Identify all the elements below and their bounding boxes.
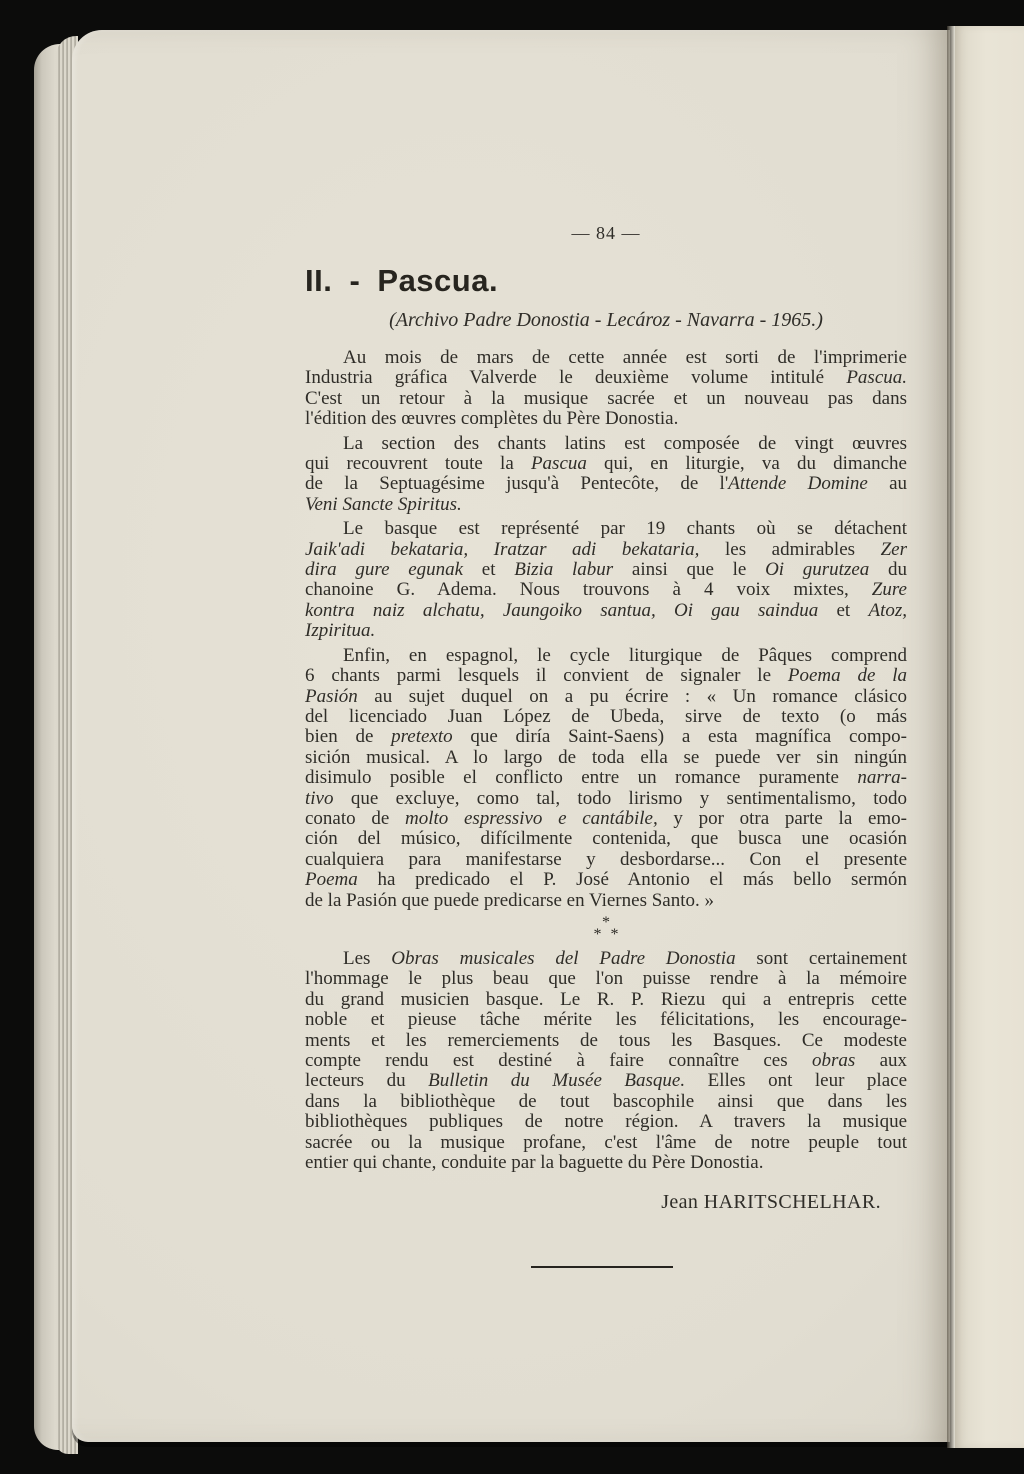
asterism-star-row: * * xyxy=(593,925,619,943)
text-line: Au mois de mars de cette année est sorti de l'imprimerie xyxy=(343,347,907,368)
paragraph xyxy=(305,434,907,516)
text-column xyxy=(305,223,907,1268)
text-line: l'édition des œuvres complètes du Père Donostia. xyxy=(305,408,679,430)
text-line: Poema ha predicado el P. José Antonio el más bello sermón xyxy=(305,869,907,891)
text-line: disimulo posible el conflicto entre un romance puramente narra- xyxy=(305,767,907,789)
text-line: Le basque est représenté par 19 chants où se détachent xyxy=(343,518,907,540)
text-line: de la Pasión que puede predicarse en Viernes Santo. » xyxy=(305,889,714,911)
archive-subtitle: (Archivo Padre Donostia - Lecároz - Navarra - 1965.) xyxy=(389,309,823,331)
text-line: noble et pieuse tâche mérite les félicitations, les encourage- xyxy=(305,1009,907,1031)
text-line: compte rendu est destiné à faire connaître ces obras aux xyxy=(305,1050,907,1071)
body-text-part-2 xyxy=(305,949,907,1173)
text-line: del licenciado Juan López de Ubeda, sirve de texto (o más xyxy=(305,705,907,727)
text-line: l'hommage le plus beau que l'on puisse rendre à la mémoire xyxy=(305,968,907,990)
text-line: Pasión au sujet duquel on a pu écrire : « Un romance clásico xyxy=(305,685,907,707)
body-text-part-1 xyxy=(305,348,907,911)
paragraph xyxy=(305,949,907,1173)
text-line: Veni Sancte Spiritus. xyxy=(305,493,462,515)
text-line: 6 chants parmi lesquels il convient de signaler le Poema de la xyxy=(305,665,907,687)
paragraph xyxy=(305,348,907,430)
text-line: ments et les remerciements de tous les Basques. Ce modeste xyxy=(305,1029,907,1051)
text-line: Izpiritua. xyxy=(305,620,376,642)
text-line: ción del músico, difícilmente contenida, que busca une ocasión xyxy=(305,828,907,850)
paragraph xyxy=(305,646,907,911)
text-line: chanoine G. Adema. Nous trouvons à 4 voix mixtes, Zure xyxy=(305,579,907,601)
author-signature: Jean HARITSCHELHAR. xyxy=(661,1191,881,1214)
text-line: tivo que excluye, como tal, todo lirismo y sentimentalismo, todo xyxy=(305,787,907,809)
page-number: — 84 — xyxy=(571,223,641,243)
text-line: lecteurs du Bulletin du Musée Basque. Elles ont leur place xyxy=(305,1070,908,1092)
text-line: Les Obras musicales del Padre Donostia sont certainement xyxy=(343,947,908,969)
text-line: entier qui chante, conduite par la baguette du Père Donostia. xyxy=(305,1152,764,1174)
text-line: Industria gráfica Valverde le deuxième volume intitulé Pascua. xyxy=(305,367,907,389)
text-line: sacrée ou la musique profane, c'est l'âme de notre peuple tout xyxy=(305,1131,907,1153)
text-line: dans la bibliothèque de tout bascophile ainsi que dans les xyxy=(305,1090,907,1112)
section-heading: II. - Pascua. xyxy=(305,263,499,298)
text-line: La section des chants latins est composée de vingt œuvres xyxy=(343,432,907,454)
gutter-crease xyxy=(947,26,955,1448)
text-line: de la Septuagésime jusqu'à Pentecôte, de l'Attende Domine au xyxy=(305,473,908,495)
text-line: qui recouvrent toute la Pascua qui, en liturgie, va du dimanche xyxy=(305,453,907,475)
text-line: kontra naiz alchatu, Jaungoiko santua, Oi gau saindua et Atoz, xyxy=(305,599,907,621)
text-line: Jaik'adi bekataria, Iratzar adi bekataria, les admirables Zer xyxy=(305,538,907,560)
book-page xyxy=(72,30,950,1442)
text-line: sición musical. A lo largo de toda ella se puede ver sin ningún xyxy=(305,746,907,768)
text-line: Enfin, en espagnol, le cycle liturgique de Pâques comprend xyxy=(343,644,907,666)
text-line: cualquiera para manifestarse y desbordarse... Con el presente xyxy=(305,848,907,870)
text-line: C'est un retour à la musique sacrée et un nouveau pas dans xyxy=(305,387,907,409)
facing-page-edge xyxy=(955,26,1024,1448)
text-line: dira gure egunak et Bizia labur ainsi que le Oi gurutzea du xyxy=(305,559,908,581)
text-line: conato de molto espressivo e cantábile, y por otra parte la emo- xyxy=(305,807,907,829)
text-line: bien de pretexto que diría Saint-Saens) a esta magnífica compo- xyxy=(305,726,908,748)
text-line: du grand musicien basque. Le R. P. Riezu qui a entrepris cette xyxy=(305,988,907,1010)
asterism-star-top: * xyxy=(602,913,610,931)
asterism-separator xyxy=(305,913,907,943)
paragraph xyxy=(305,519,907,641)
end-rule xyxy=(531,1266,673,1268)
body-text xyxy=(305,348,907,1173)
text-line: bibliothèques publiques de notre région. A travers la musique xyxy=(305,1111,907,1133)
